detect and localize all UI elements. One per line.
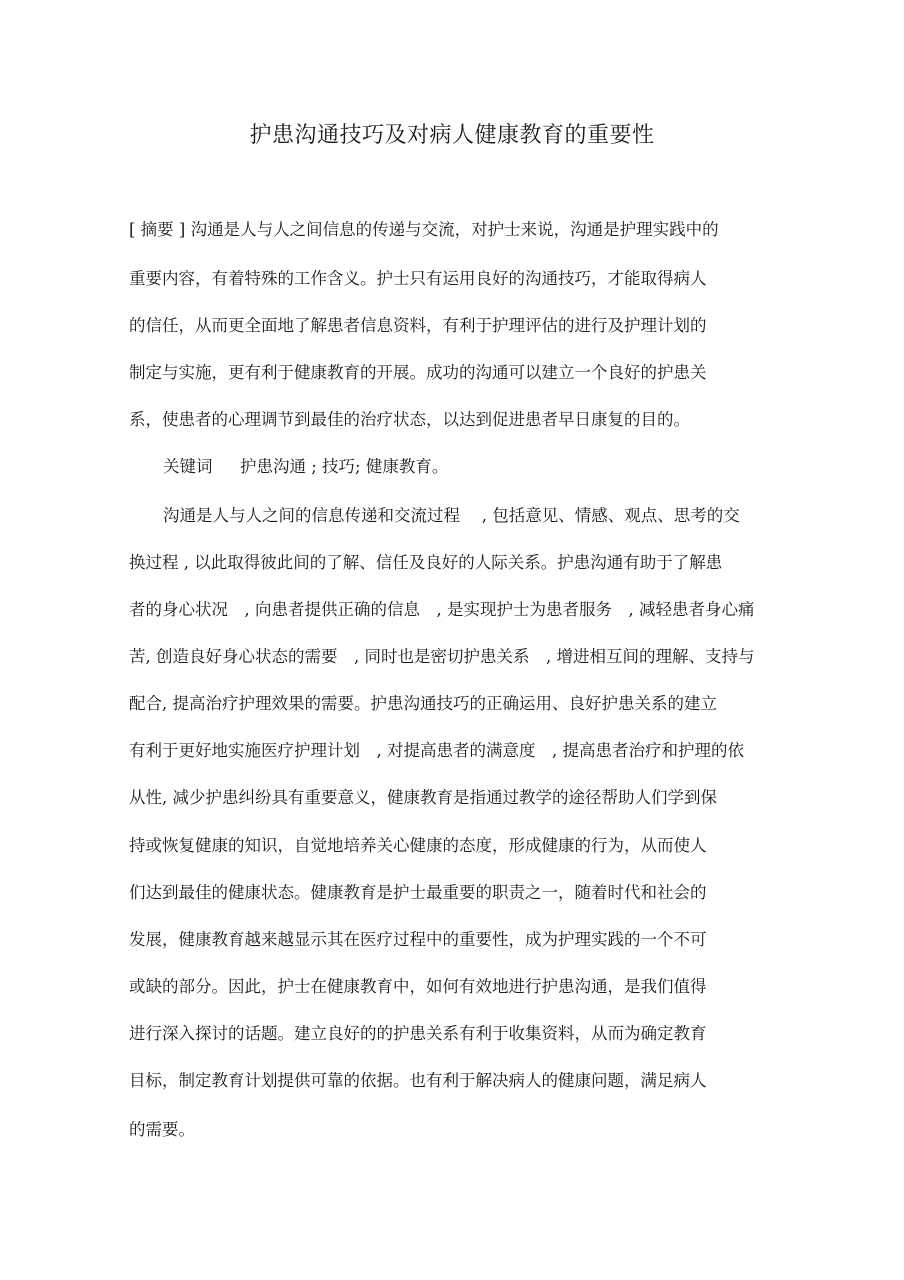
- body-line: 的需要。: [129, 1120, 195, 1139]
- body-line: 从性, 减少护患纠纷具有重要意义，健康教育是指通过教学的途径帮助人们学到保: [129, 788, 717, 807]
- body-line: 苦, 创造良好身心状态的需要 , 同时也是密切护患关系 , 增进相互间的理解、支持与: [129, 647, 755, 666]
- abstract-line: 的信任，从而更全面地了解患者信息资料，有利于护理评估的进行及护理计划的: [129, 316, 707, 335]
- abstract-line: 制定与实施，更有利于健康教育的开展。成功的沟通可以建立一个良好的护患关: [129, 363, 707, 382]
- body-line: 发展，健康教育越来越显示其在医疗过程中的重要性，成为护理实践的一个不可: [129, 930, 707, 949]
- keywords-text: 护患沟通 ; 技巧; 健康教育。: [240, 457, 449, 476]
- body-line: 目标，制定教育计划提供可靠的依据。也有利于解决病人的健康问题，满足病人: [129, 1071, 707, 1090]
- abstract-line: [ 摘要 ] 沟通是人与人之间信息的传递与交流，对护士来说，沟通是护理实践中的: [129, 220, 719, 239]
- abstract-line: 重要内容，有着特殊的工作含义。护士只有运用良好的沟通技巧，才能取得病人: [129, 269, 707, 288]
- abstract-line: 系，使患者的心理调节到最佳的治疗状态，以达到促进患者早日康复的目的。: [129, 410, 690, 429]
- body-line: 有利于更好地实施医疗护理计划 , 对提高患者的满意度 , 提高患者治疗和护理的依: [129, 741, 744, 760]
- body-line: 进行深入探讨的话题。建立良好的的护患关系有利于收集资料，从而为确定教育: [129, 1024, 707, 1043]
- body-line: 配合, 提高治疗护理效果的需要。护患沟通技巧的正确运用、良好护患关系的建立: [129, 694, 717, 713]
- document-title: 护患沟通技巧及对病人健康教育的重要性: [249, 123, 655, 148]
- body-line: 们达到最佳的健康状态。健康教育是护士最重要的职责之一，随着时代和社会的: [129, 883, 707, 902]
- body-line: 换过程 , 以此取得彼此间的了解、信任及良好的人际关系。护患沟通有助于了解患: [129, 553, 723, 572]
- body-line: 者的身心状况 , 向患者提供正确的信息 , 是实现护士为患者服务 , 减轻患者身心痛: [129, 600, 755, 619]
- body-line: 或缺的部分。因此，护士在健康教育中，如何有效地进行护患沟通，是我们值得: [129, 977, 707, 996]
- body-line: 沟通是人与人之间的信息传递和交流过程 , 包括意见、情感、观点、思考的交: [163, 506, 740, 525]
- keywords-label: 关键词: [163, 457, 213, 476]
- body-line: 持或恢复健康的知识，自觉地培养关心健康的态度，形成健康的行为，从而使人: [129, 836, 707, 855]
